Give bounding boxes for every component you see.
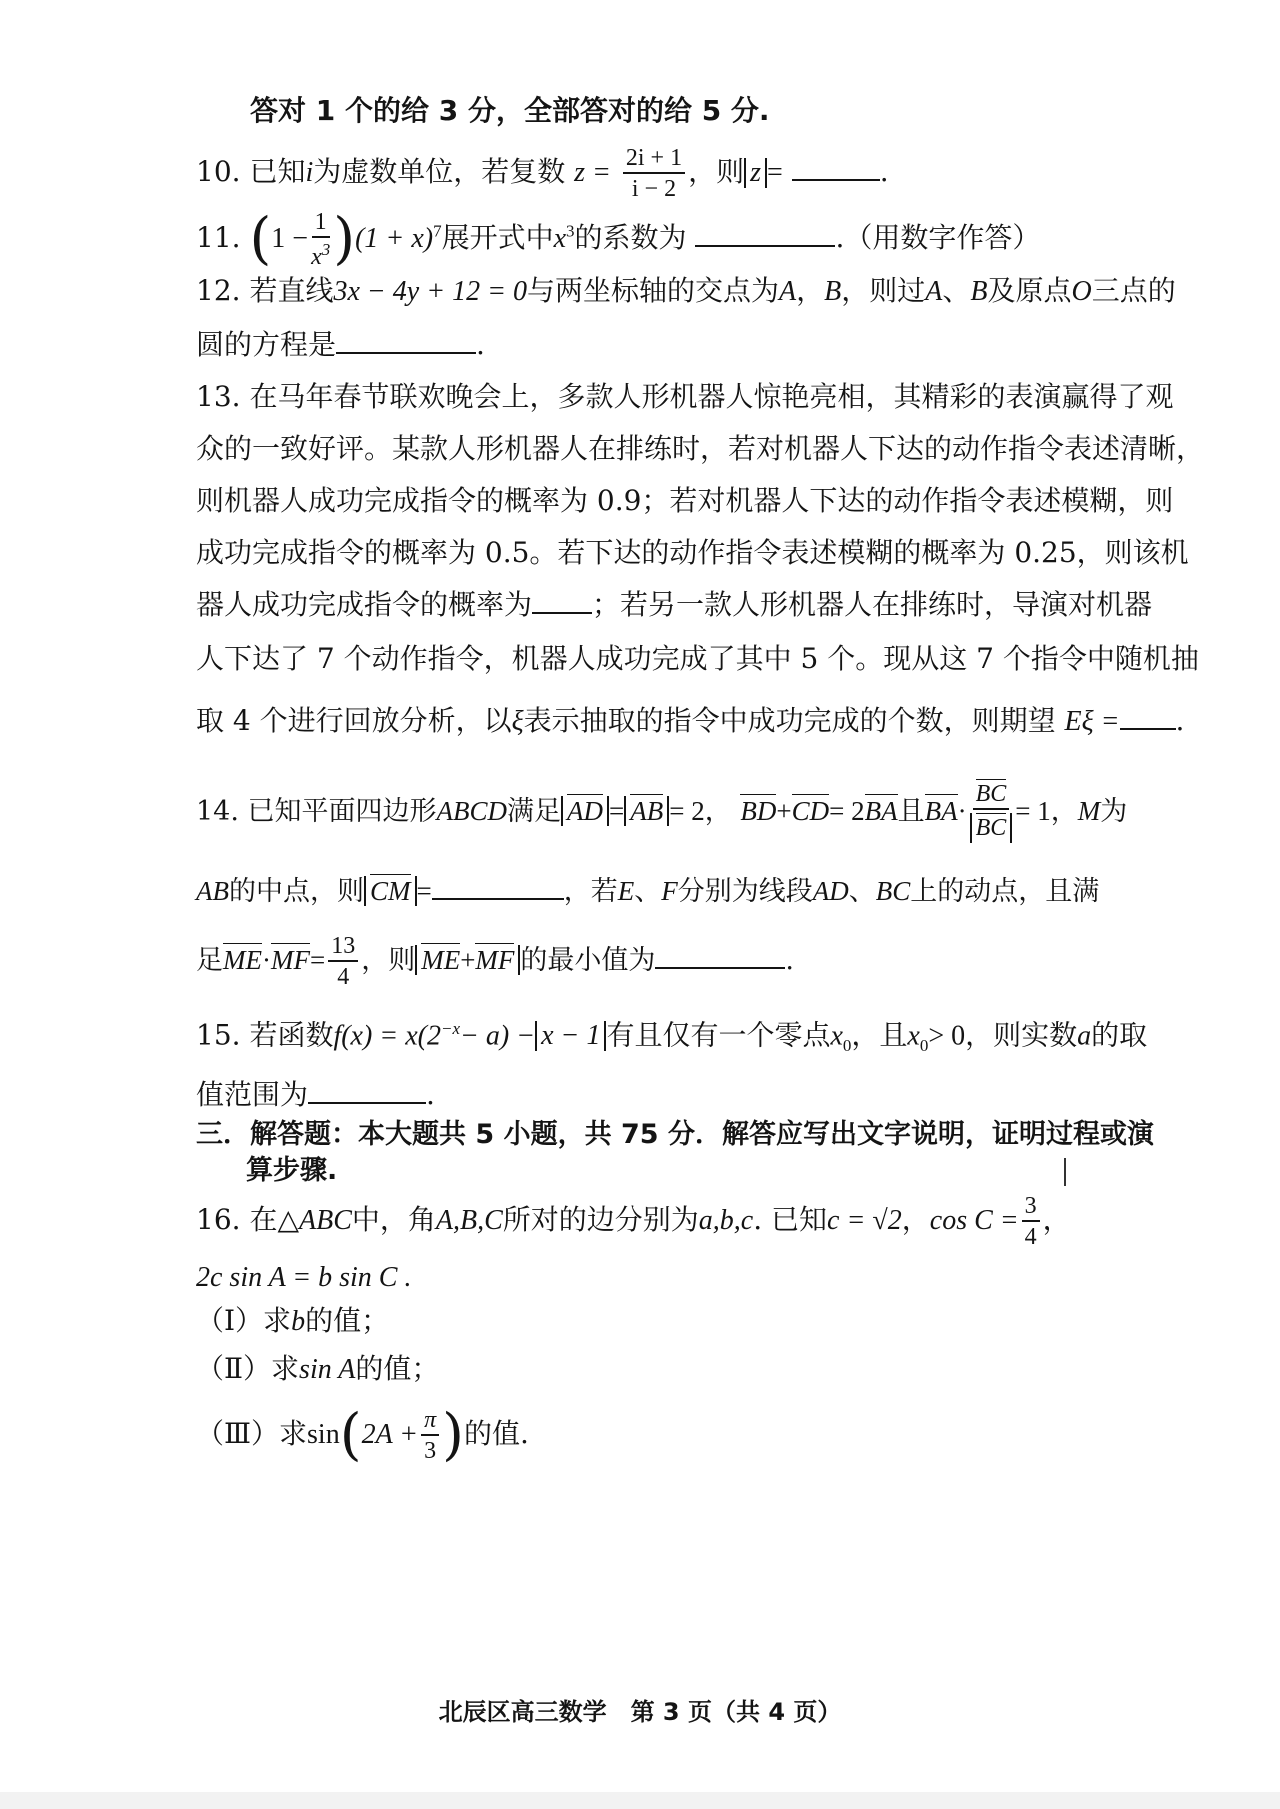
q14-unit-vector (970, 782, 1013, 843)
q12-text6: 三点的 (1091, 274, 1176, 307)
answer-blank-q15[interactable] (308, 1076, 426, 1104)
q15-exponent: −x (440, 1019, 460, 1038)
q13-line4: 成功完成指令的概率为 0.5。若下达的动作指令表述模糊的概率为 0.25，则该机 (196, 536, 1189, 569)
q11-frac-den (311, 238, 330, 269)
q16-part-2 (196, 1350, 1184, 1389)
q16-p1-label: （Ⅰ）求 (196, 1304, 292, 1337)
q13-xi: ξ (511, 706, 524, 737)
q15-x0b-sub: 0 (919, 1035, 929, 1055)
question-16 (196, 1194, 1184, 1249)
q11-paren-close: ) (333, 206, 356, 272)
q14-text4: 为 (1100, 796, 1128, 827)
q14-l2b: ，若 (563, 876, 618, 907)
q14-vec-ba: BA (864, 796, 898, 826)
q10-text: 已知 (249, 155, 306, 188)
q14-vec-me2: ME (421, 945, 461, 975)
q14-l3-eq: = (309, 945, 326, 975)
q14-l2c: 分别为线段 (677, 876, 813, 907)
q14-l2d: 上的动点，且满 (910, 876, 1100, 907)
question-12-line2 (196, 326, 1184, 364)
q14-frac-num: 13 (328, 934, 358, 962)
q16-text1: 在 (249, 1203, 278, 1236)
q16-text4: . 已知 (753, 1203, 828, 1236)
q13-line6: 人下达了 7 个动作指令，机器人成功完成了其中 5 个。现从这 7 个指令中随机抽 (196, 642, 1199, 675)
q16-p2-end: 的值； (355, 1352, 440, 1385)
q12-line-equation: 3x − 4y + 12 = 0 (333, 276, 527, 307)
q15-text5: 的取 (1091, 1018, 1148, 1052)
q14-vec-bd: BD (740, 796, 777, 826)
question-13 (196, 378, 1184, 416)
q16-cos-c: cos C = (929, 1205, 1019, 1236)
q16-part-1 (196, 1302, 1184, 1341)
q14-vec-me: ME (223, 945, 262, 975)
q13-line7-row (196, 702, 1184, 741)
q13-line7a: 取 4 个进行回放分析，以 (196, 704, 512, 737)
q16-sides: a,b,c (698, 1205, 754, 1236)
q13-line2-row (196, 430, 1205, 468)
q14-dot: · (957, 796, 967, 826)
q12-text3: ，则过 (841, 274, 926, 307)
q11-x-exp: 3 (566, 221, 575, 241)
q16-p3-den: 3 (424, 1438, 437, 1464)
q16-condition-row (196, 1258, 1184, 1297)
q10-eq: = (766, 157, 783, 188)
q15-text2: 有且仅有一个零点 (606, 1018, 831, 1052)
q14-m: M (1077, 796, 1101, 826)
q14-end: . (785, 945, 794, 976)
q15-x0-sub: 0 (842, 1035, 852, 1055)
answer-blank-q10[interactable] (792, 153, 880, 181)
q15-x0: x (830, 1020, 843, 1052)
q10-end: . (879, 155, 889, 188)
q16-condition: 2c sin A = b sin C . (196, 1262, 412, 1293)
q16-end1: ， (1042, 1203, 1071, 1236)
q14-text2: 满足 (507, 796, 562, 827)
q14-line3-row: 足ME·MF= $\frac{13}{4}$ ，则 ME+MF 的最小值为 . (196, 933, 794, 990)
q16-c-value: c = √2 (827, 1205, 902, 1236)
q16-p2-label: （Ⅱ）求 (196, 1352, 300, 1385)
q12-point-a: A (779, 276, 797, 307)
q13-end: . (1175, 704, 1185, 737)
q14-e: E (617, 876, 635, 906)
q12-number: 12. (196, 274, 241, 307)
q13-expectation: Eξ = (1064, 706, 1120, 737)
q13-line3: 则机器人成功完成指令的概率为 0.9；若对机器人下达的动作指令表述模糊，则 (196, 484, 1174, 517)
q16-p3-fraction (421, 1408, 439, 1463)
q16-triangle: △ABC (277, 1205, 352, 1236)
q14-vec-ad: AD (567, 796, 604, 826)
section-3-heading (196, 1116, 1184, 1154)
q14-l3b: ，则 (361, 945, 416, 976)
q12-text4: 、 (942, 274, 971, 307)
q16-angles: A,B,C (435, 1205, 503, 1236)
section-3-line2: 算步骤. (246, 1155, 338, 1186)
answer-blank-q13-1[interactable] (532, 586, 592, 614)
q16-fraction (1022, 1194, 1040, 1249)
q13-line5b: ；若另一款人形机器人在排练时，导演对机器 (592, 588, 1153, 621)
page-footer (0, 1692, 1280, 1727)
q11-paren-open: ( (249, 206, 272, 272)
q14-plus: + (776, 796, 792, 826)
q14-abcd: ABCD (436, 796, 508, 826)
q13-line1: 在马年春节联欢晚会上，多款人形机器人惊艳亮相，其精彩的表演赢得了观 (249, 380, 1174, 413)
q12-text1: 若直线 (249, 274, 334, 307)
q10-frac-den: i − 2 (631, 176, 677, 202)
q14-ad2: AD (812, 876, 849, 906)
q14-vec-cd: CD (791, 796, 830, 826)
q14-text3: 且 (897, 796, 925, 827)
q13-line3-row (196, 482, 1184, 520)
q10-lhs: z = (574, 157, 611, 188)
q10-number: 10. (196, 155, 241, 188)
section-3-heading-2 (246, 1152, 1184, 1190)
q14-eq2: = 2， (669, 796, 732, 826)
q13-number: 13. (196, 380, 241, 413)
q14-abs-bc: BC (975, 815, 1007, 841)
scoring-note (250, 92, 1184, 130)
q14-line2-row (196, 872, 1184, 911)
q16-frac-den: 4 (1024, 1224, 1037, 1250)
q14-vec-bc: BC (975, 781, 1007, 807)
q14-vec-mf: MF (270, 945, 310, 975)
q16-text2: 中，角 (351, 1203, 436, 1236)
question-12 (196, 272, 1184, 311)
q11-frac-den-x: x (311, 244, 322, 270)
q11-one-minus: 1 − (271, 223, 309, 254)
question-11 (196, 206, 1184, 272)
q13-line5-row (196, 586, 1184, 624)
q10-text3: ，则 (688, 155, 745, 188)
q15-end: . (426, 1078, 435, 1111)
q11-x: x (553, 223, 567, 254)
q12-point-a-2: A (925, 276, 943, 307)
q14-abs-ab (624, 796, 669, 826)
answer-blank-q11[interactable] (695, 219, 835, 247)
q14-text1: 已知平面四边形 (247, 796, 437, 827)
q14-eq1: = 1， (1015, 796, 1078, 826)
answer-blank-q13-2[interactable] (1120, 702, 1176, 730)
q16-p3-inner: 2A + (361, 1419, 419, 1450)
q10-i: i (305, 157, 314, 188)
q16-p3-label: （Ⅲ）求 (196, 1417, 308, 1450)
q12-point-b-2: B (970, 276, 988, 307)
q13-line6-row (196, 640, 1199, 678)
q14-l2-ab: AB (196, 876, 229, 906)
q14-number: 14. (196, 796, 239, 827)
q12-line2-text: 圆的方程是 (196, 328, 337, 361)
q15-abs: x − 1 (535, 1021, 606, 1051)
q15-text1: 若函数 (249, 1018, 334, 1052)
q16-part-3: （Ⅲ）求sin(2A + $\frac{\pi}{3}$ )的值. (196, 1402, 529, 1468)
q14-l2a: 的中点，则 (229, 876, 364, 907)
q16-p3-sin: sin (307, 1419, 340, 1450)
q14-l3c: 的最小值为 (520, 945, 656, 976)
q12-origin: O (1071, 276, 1092, 307)
q11-binomial: (1 + x) (355, 223, 434, 254)
q11-text1: 展开式中 (441, 221, 554, 254)
q14-l2-eq: = (416, 876, 432, 906)
q11-fraction (311, 210, 330, 269)
q13-line2: 众的一致好评。某款人形机器人在排练时，若对机器人下达的动作指令表述清晰， (196, 432, 1205, 465)
q12-point-b: B (824, 276, 842, 307)
q16-p2-var: sin A (299, 1354, 356, 1385)
page-footer-text: 北辰区高三数学 第 3 页（共 4 页） (438, 1698, 842, 1726)
q14-sep: 、 (634, 876, 662, 907)
q15-l2: 值范围为 (196, 1078, 309, 1111)
q15-function-rest: − a) − (460, 1020, 536, 1052)
q11-binomial-exp: 7 (433, 221, 442, 241)
q14-fraction-13-4 (328, 934, 358, 989)
q15-text3: ，且 (851, 1018, 908, 1052)
q14-vec-ab: AB (630, 796, 664, 826)
q16-number: 16. (196, 1203, 241, 1236)
q11-frac-num: 1 (312, 210, 330, 238)
q12-comma: ， (796, 274, 825, 307)
q12-end: . (476, 328, 485, 361)
q13-line7b: 表示抽取的指令中成功完成的个数，则期望 (523, 704, 1056, 737)
scan-bottom-edge (0, 1792, 1280, 1809)
q10-frac-num: 2i + 1 (623, 146, 685, 174)
q14-vec-mf2: MF (475, 945, 515, 975)
question-15 (196, 1010, 1184, 1065)
q14-f: F (661, 876, 678, 906)
q16-text3: 所对的边分别为 (502, 1203, 699, 1236)
q14-vec-ba-2: BA (924, 796, 958, 826)
q11-end: .（用数字作答） (835, 221, 1041, 254)
scan-mark (1064, 1158, 1066, 1186)
q15-text4: ，则实数 (965, 1018, 1078, 1052)
q10-abs-z: z (744, 158, 767, 188)
answer-blank-q12[interactable] (336, 326, 476, 354)
q15-a: a (1077, 1020, 1092, 1052)
q15-line2-row (196, 1076, 1184, 1114)
q10-fraction (623, 146, 685, 201)
q16-p1-end: 的值； (305, 1304, 390, 1337)
q14-eq-2: = 2 (829, 796, 865, 826)
q15-x0b: x (907, 1020, 920, 1052)
question-14: 14. 已知平面四边形ABCD满足 AD = AB = 2， BD+CD= 2BA且BA· $\frac{BC}{BC}$ = 1，M为 (196, 781, 1128, 841)
q11-text2: 的系数为 (574, 221, 687, 254)
q10-text2: 为虚数单位，若复数 (313, 155, 566, 188)
q14-l3a: 足 (196, 945, 223, 976)
scoring-note-text: 答对 1 个的给 3 分，全部答对的给 5 分. (250, 94, 770, 127)
q16-p1-var: b (291, 1306, 306, 1337)
q12-text5: 及原点 (987, 274, 1072, 307)
q14-vec-cm: CM (370, 876, 411, 906)
q14-plus2: + (460, 945, 476, 975)
q14-frac-den: 4 (337, 964, 350, 990)
q11-number: 11. (196, 221, 241, 254)
q13-line5a: 器人成功完成指令的概率为 (196, 588, 533, 621)
q11-frac-den-exp: 3 (321, 240, 331, 259)
q13-line4-row (196, 534, 1189, 572)
q15-gt: > 0 (928, 1020, 966, 1052)
q14-bc2: BC (875, 876, 911, 906)
q15-function: f(x) = x(2 (333, 1020, 441, 1052)
q15-number: 15. (196, 1018, 241, 1052)
q14-sep2: 、 (848, 876, 876, 907)
q16-frac-num: 3 (1022, 1194, 1040, 1222)
q12-text2: 与两坐标轴的交点为 (527, 274, 780, 307)
answer-blank-q14-2[interactable] (655, 941, 785, 969)
question-10 (196, 146, 1184, 201)
q16-p3-num: π (421, 1408, 439, 1436)
answer-blank-q14-1[interactable] (432, 872, 564, 900)
q14-abs-ad (561, 796, 609, 826)
q16-comma: ， (901, 1203, 930, 1236)
q16-p3-end: 的值. (463, 1417, 529, 1450)
section-3-line1: 三．解答题：本大题共 5 小题，共 75 分．解答应写出文字说明，证明过程或演 (196, 1119, 1154, 1150)
